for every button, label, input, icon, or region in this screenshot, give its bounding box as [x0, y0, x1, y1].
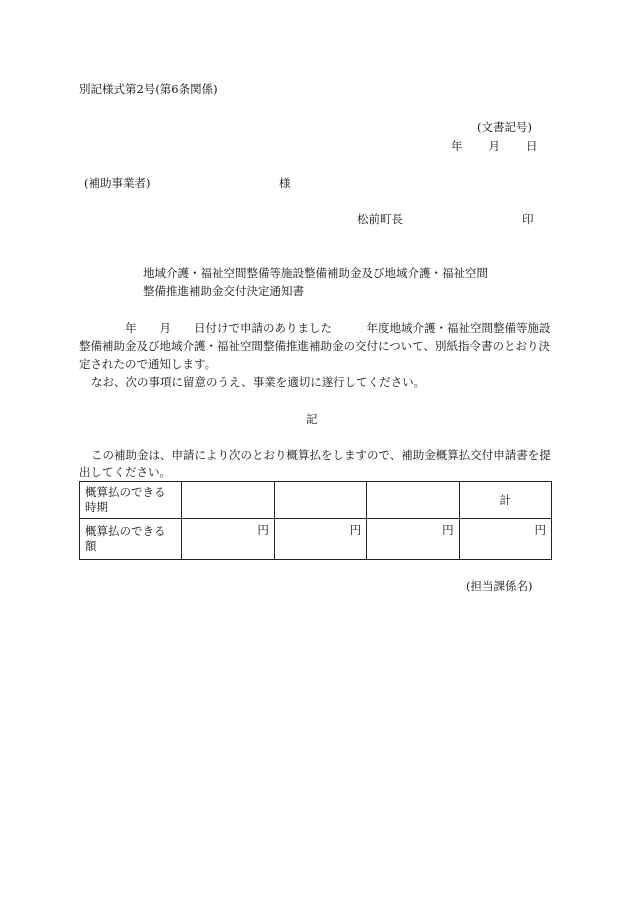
- issue-date: [451, 138, 538, 154]
- table-row: [80, 482, 552, 519]
- document-title-line1: 地域介護・福祉空間整備等施設整備補助金及び地域介護・福祉空間: [143, 266, 488, 280]
- form-label: 別記様式第2号(第6条関係): [79, 82, 218, 96]
- period-cell: [274, 482, 366, 519]
- advance-payment-table: [79, 481, 552, 560]
- row-label-amount: 概算払のできる額: [80, 519, 182, 560]
- date-month: 月: [488, 139, 500, 153]
- body-text: [79, 319, 551, 391]
- date-day: 日: [526, 139, 538, 153]
- date-year: 年: [451, 139, 463, 153]
- seal-mark: 印: [522, 212, 534, 226]
- total-amount-cell: 円: [459, 519, 551, 560]
- period-cell: [367, 482, 459, 519]
- table-row: [80, 519, 552, 560]
- period-cell: [182, 482, 274, 519]
- contact-section-label: (担当課係名): [466, 579, 533, 593]
- row-label-period: 概算払のできる時期: [80, 482, 182, 519]
- document-number-label: (文書記号): [477, 120, 532, 134]
- document-title-line2: 整備推進補助金交付決定通知書: [143, 284, 304, 298]
- total-header-cell: 計: [459, 482, 551, 519]
- note-paragraph: この補助金は、申請により次のとおり概算払をしますので、補助金概算払交付申請書を提出してください。: [79, 448, 551, 479]
- addressee-honorific: 様: [279, 176, 291, 190]
- body-paragraph-2: なお、次の事項に留意のうえ、事業を適切に遂行してください。: [91, 375, 426, 389]
- body-paragraph-1: 年 月 日付けで申請のありました 年度地域介護・福祉空間整備等施設整備補助金及び地域介護・福祉空間整備推進補助金の交付について、別紙指令書のとおり決定されたので通知します。: [79, 321, 551, 371]
- amount-cell: 円: [182, 519, 274, 560]
- note-text: [79, 447, 551, 481]
- ki-heading: 記: [306, 412, 318, 426]
- amount-cell: 円: [274, 519, 366, 560]
- amount-cell: 円: [367, 519, 459, 560]
- addressee-label: (補助事業者): [84, 176, 151, 190]
- issuer-name: 松前町長: [357, 212, 403, 226]
